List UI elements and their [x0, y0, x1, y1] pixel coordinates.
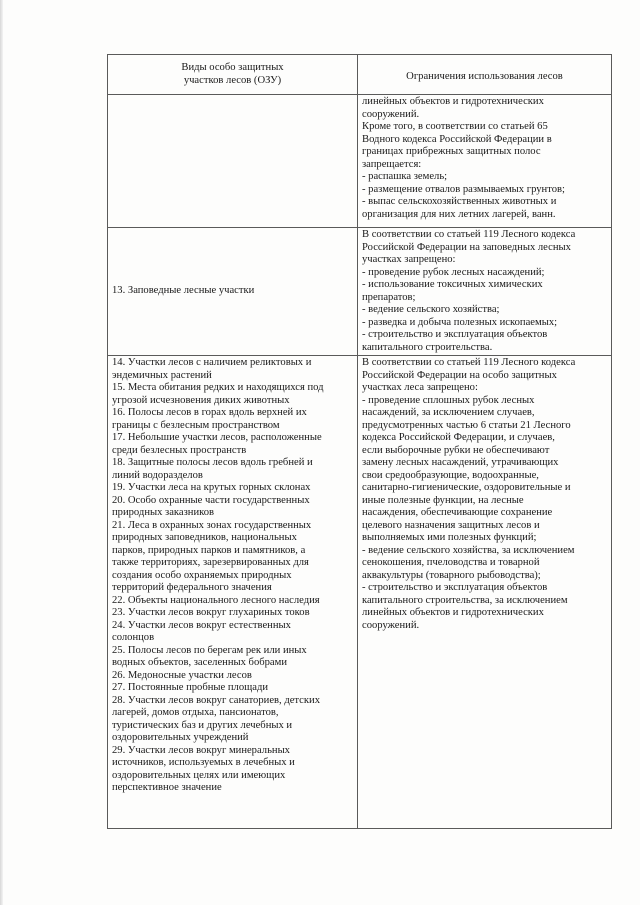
text-line: сенокошения, пчеловодства и товарной: [362, 557, 540, 568]
text-line: - строительство и эксплуатация объектов: [362, 329, 548, 340]
text-line: - выпас сельскохозяйственных животных и: [362, 196, 557, 207]
text-line: Российской Федерации на особо защитных: [362, 369, 557, 381]
text-line: организация для них летних лагерей, ванн.: [362, 208, 556, 220]
text-line: насаждений, за исключением случаев,: [362, 407, 535, 418]
text-line: природных заказников: [112, 507, 215, 518]
cell-forest-type: [108, 228, 358, 356]
text-line: 28. Участки лесов вокруг санаториев, детских: [112, 694, 320, 706]
text-line: аквакультуры (товарного рыбоводства);: [362, 569, 541, 581]
header-restrictions: Ограничения использования лесов: [358, 55, 612, 95]
text-line: - разведка и добыча полезных ископаемых;: [362, 316, 558, 328]
text-line: - ведение сельского хозяйства, за исключением: [362, 544, 575, 556]
text-line: 13. Заповедные лесные участки: [112, 285, 255, 297]
text-line: препаратов;: [362, 291, 416, 303]
text-line: 25. Полосы лесов по берегам рек или иных: [112, 644, 307, 656]
text-line: сооружений.: [362, 108, 420, 120]
text-line: линий водоразделов: [112, 469, 203, 481]
text-line: туристических баз и других лечебных и: [112, 719, 293, 731]
text-line: 16. Полосы лесов в горах вдоль верхней их: [112, 407, 307, 418]
text-line: насаждения, обеспечивающие сохранение: [362, 507, 553, 518]
text-line: границах прибрежных защитных полос: [362, 146, 541, 157]
text-line: выполняемых ими полезных функций;: [362, 532, 537, 543]
text-line: - строительство и эксплуатация объектов: [362, 582, 548, 593]
text-line: 27. Постоянные пробные площади: [112, 682, 269, 693]
table-row: [108, 95, 612, 228]
header-forest-types: [108, 55, 358, 95]
cell-forest-type: [108, 95, 358, 228]
cell-forest-type: [108, 356, 358, 829]
text-line: Водного кодекса Российской Федерации в: [362, 133, 552, 145]
text-line: иные полезные функции, на лесные: [362, 494, 524, 506]
text-line: 18. Защитные полосы лесов вдоль гребней и: [112, 457, 313, 468]
text-line: участках запрещено:: [362, 254, 456, 265]
text-line: перспективное значение: [112, 782, 222, 793]
text-line: капитального строительства, за исключением: [362, 594, 568, 606]
text-line: участках леса запрещено:: [362, 382, 478, 393]
text-line: также территориях, зарезервированных для: [112, 557, 309, 568]
text-line: лагерей, домов отдыха, пансионатов,: [112, 707, 279, 718]
text-line: территорий федерального значения: [112, 582, 272, 593]
table-header-row: [108, 55, 612, 95]
text-line: 15. Места обитания редких и находящихся под: [112, 382, 324, 393]
text-line: В соответствии со статьей 119 Лесного кодекса: [362, 229, 576, 240]
text-line: Российской Федерации на заповедных лесных: [362, 241, 571, 253]
table-row: [108, 356, 612, 829]
text-line: 21. Леса в охранных зонах государственных: [112, 519, 312, 531]
table-row: [108, 228, 612, 356]
text-line: границы с безлесным пространством: [112, 419, 280, 431]
text-line: санитарно-гигиенические, оздоровительные и: [362, 482, 571, 493]
text-line: запрещается:: [362, 158, 422, 170]
text-line: В соответствии со статьей 119 Лесного кодекса: [362, 357, 576, 368]
text-line: 20. Особо охранные части государственных: [112, 494, 310, 506]
text-line: источников, используемых в лечебных и: [112, 757, 295, 768]
cell-restriction: [358, 95, 612, 228]
text-line: линейных объектов и гидротехнических: [362, 607, 544, 618]
text-line: - ведение сельского хозяйства;: [362, 304, 500, 315]
text-line: 24. Участки лесов вокруг естественных: [112, 619, 291, 631]
text-line: 17. Небольшие участки лесов, расположенные: [112, 432, 322, 443]
page-edge-shadow: [0, 0, 3, 905]
text-line: - проведение рубок лесных насаждений;: [362, 266, 545, 278]
text-line: парков, природных парков и памятников, а: [112, 544, 306, 556]
text-line: оздоровительных учреждений: [112, 732, 249, 743]
text-line: целевого назначения защитных лесов и: [362, 519, 540, 531]
text-line: угрозой исчезновения диких животных: [112, 394, 290, 406]
text-line: капитального строительства.: [362, 341, 493, 353]
text-line: - проведение сплошных рубок лесных: [362, 394, 535, 406]
text-line: предусмотренных частью 6 статьи 21 Лесного: [362, 419, 571, 431]
text-line: замену лесных насаждений, утрачивающих: [362, 457, 559, 468]
text-line: - использование токсичных химических: [362, 279, 543, 290]
text-line: - распашка земель;: [362, 171, 448, 182]
forest-restrictions-table: [107, 54, 612, 829]
text-line: Кроме того, в соответствии со статьей 65: [362, 121, 548, 132]
text-line: - размещение отвалов размываемых грунтов;: [362, 183, 565, 195]
text-line: если выборочные рубки не обеспечивают: [362, 444, 550, 456]
text-line: 29. Участки лесов вокруг минеральных: [112, 744, 290, 756]
text-line: кодекса Российской Федерации, и случаев,: [362, 432, 555, 443]
text-line: оздоровительных целях или имеющих: [112, 769, 286, 781]
text-line: солонцов: [112, 632, 155, 643]
text-line: 23. Участки лесов вокруг глухариных токов: [112, 607, 310, 618]
text-line: 22. Объекты национального лесного наследия: [112, 594, 320, 606]
text-line: водных объектов, заселенных бобрами: [112, 657, 287, 668]
text-line: сооружений.: [362, 619, 420, 631]
text-line: 19. Участки леса на крутых горных склонах: [112, 482, 311, 493]
text-line: природных заповедников, национальных: [112, 532, 297, 543]
text-line: 26. Медоносные участки лесов: [112, 669, 252, 681]
text-line: свои средообразующие, водоохранные,: [362, 469, 539, 481]
text-line: эндемичных растений: [112, 369, 212, 381]
text-line: среди безлесных пространств: [112, 444, 247, 456]
text-line: 14. Участки лесов с наличием реликтовых и: [112, 357, 312, 368]
header-col1-line: участков лесов (ОЗУ): [183, 74, 282, 86]
cell-restriction: [358, 356, 612, 829]
cell-restriction: [358, 228, 612, 356]
header-col1-line: Виды особо защитных: [181, 62, 284, 73]
text-line: линейных объектов и гидротехнических: [362, 96, 544, 107]
text-line: создания особо охраняемых природных: [112, 569, 292, 581]
